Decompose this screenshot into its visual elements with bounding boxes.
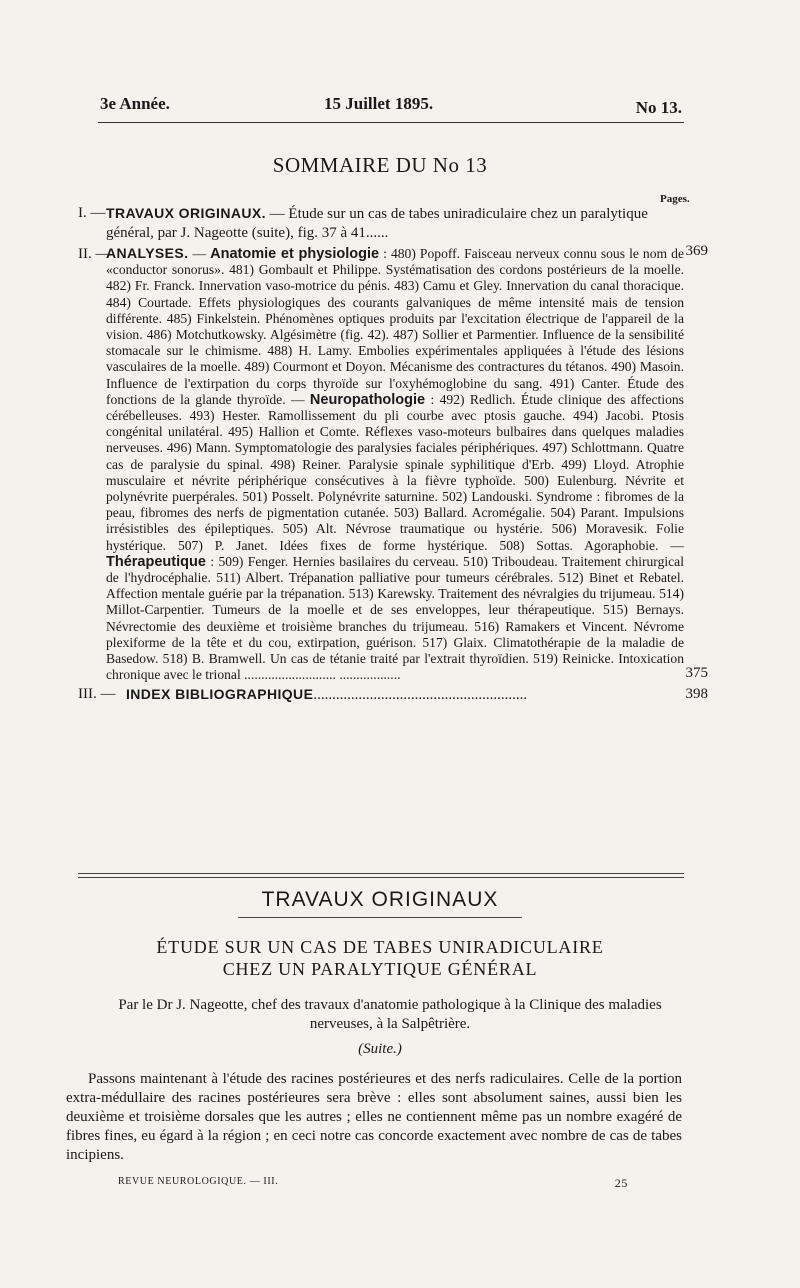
analyses-part-3: : 509) Fenger. Hernies basilaires du cerveau. 510) Triboudeau. Traitement chirurgical de l'hydrocéphalie. 511) Albert. Trépanation palliative pour tumeurs cérébrales. 512) Binet et Rebatel. Affection mentale guérie par la trépanation. 513) Karewsky. Traitement des névralgies du trijumeau. 514) Millot-Carpentier. Tumeurs de la moelle et de ses enveloppes, leur thérapeutique. 515) Bernays. Névrectomie des deuxième et troisième branches du trijumeau. 516) Ramakers et Vincent. Névrome plexiforme de la tête et du cou, extirpation, guérison. 517) Glaix. Climatothérapie de la maladie de Basedow. 518) B. Bramwell. Un cas de tétanie traité par l'extrait thyroïdien. 519) Reinicke. Intoxication chronique avec le trional [106,553,684,683]
section-divider [78,873,684,874]
toc-page-number: 398 [685,686,708,703]
toc-entry-text: — Étude sur un cas de tabes uniradiculaire chez un paralytique général, par J. Nageotte (suite), fig. 37 à 41...... [106,206,648,241]
analyses-part-2: : 492) Redlich. Étude clinique des affections cérébelleuses. 493) Hester. Ramollissement du pli courbe avec ptosis gauche. 494) Jacobi. Ptosis congénital unilatéral. 495) Hallion et Comte. Réflexes vaso-moteurs bulbaires dans quelques maladies nerveuses. 496) Mann. Symptomatologie des paralysies faciales périphériques. 497) Schlottmann. Quatre cas de paralysie du spinal. 498) Reiner. Paralysie spinale syphilitique d'Erb. 499) Lloyd. Atrophie musculaire et névrite périphérique consécutives à la fièvre typhoïde. 500) Eulenburg. Névrite et polynévrite puerpérales. 501) Posselt. Polynévrite saturnine. 502) Landouski. Syndrome : fibromes de la peau, fibromes des nerfs de pigmentation cutanée. 503) Ballard. Acromégalie. 504) Parant. Impulsions irrésistibles des épileptiques. 505) Alt. Névrose traumatique ou hystérie. 506) Moravesik. Folie hystérique. 507) P. Janet. Idées fixes de forme hystérique. 508) Sottas. Agoraphobie. — [106,391,684,553]
running-header [100,94,682,122]
toc-heading: ANALYSES. [106,245,189,261]
journal-name: REVUE NEUROLOGIQUE. — III. [118,1176,279,1187]
continuation-note: (Suite.) [358,1041,402,1057]
issue-number: No 13. [635,98,682,117]
header-rule [98,122,684,123]
sommaire-title: SOMMAIRE DU No 13 [272,153,488,177]
article-title-line: CHEZ UN PARALYTIQUE GÉNÉRAL [222,959,538,979]
subheading-anatomie: Anatomie et physiologie [210,246,380,262]
section-title-rule [238,917,522,918]
leader-dots: ......................................................... [313,687,528,704]
page-number: 25 [614,1176,628,1190]
subheading-neuropathologie: Neuropathologie [309,391,426,408]
toc-entry-number: II. — [78,246,111,262]
analyses-part-1: : 480) Popoff. Faisceau nerveux connu sous le nom de «conductor sonorus». 481) Gombault et Philippe. Systématisation des cordons postérieurs de la moelle. 482) Fr. Franck. Innervation vaso-motrice du pénis. 483) Camu et Gley. Innervation du canal thoracique. 484) Courtade. Effets physiologiques des courants galvaniques de même intensité mais de tension différente. 485) Finkelstein. Phénomènes optiques produits par l'excitation électrique de l'appareil de la vision. 486) Motchutkowsky. Algésimètre (fig. 42). 487) Sollier et Parmentier. Influence de la sensibilité stomacale sur le chimisme. 488) H. Lamy. Embolies expérimentales appliquées à l'étude des lésions vasculaires de la moelle. 489) Courmont et Doyon. Mécanisme des contractures du tétanos. 490) Masoin. Influence de l'extirpation du corps thyroïde sur l'oxyhémoglobine du sang. 491) Canter. Étude des fonctions de la glande thyroïde. — [106,246,684,407]
article-byline: Par le Dr J. Nageotte, chef des travaux d'anatomie pathologique à la Clinique des maladies nerveuses, à la Salpêtrière. [118,997,662,1032]
article-title [0,936,760,980]
toc-page-number: 369 [685,243,708,259]
edition-year: 3e Année. [100,94,170,113]
toc-entry-number: III. — [78,686,116,703]
toc-page-number: 375 [685,665,708,682]
toc-heading: INDEX BIBLIOGRAPHIQUE [126,686,314,703]
issue-date: 15 Juillet 1895. [324,94,434,113]
section-title: TRAVAUX ORIGINAUX [261,888,499,911]
leader-dots: ........................... .................. [244,667,401,683]
toc-entry-index [78,685,708,705]
toc-entry-number: I. — [78,205,106,221]
body-paragraph: Passons maintenant à l'étude des racines postérieures et des nerfs radiculaires. Celle de la portion extra-médullaire des racines postérieures sera brève : elles sont absolument saines, aussi bien les deuxième et troisième dorsales que les autres ; elles ne contiennent même pas un nombre exagéré de fibres fines, eu égard à la région ; en ceci notre cas concorde exactement avec nombre de cas de tabes incipiens. [66,1071,682,1163]
pages-column-label: Pages. [660,193,690,205]
article-title-line: ÉTUDE SUR UN CAS DE TABES UNIRADICULAIRE [156,937,604,957]
table-of-contents [78,200,708,705]
page-footer [118,1176,628,1190]
section-divider [78,877,684,878]
toc-heading: TRAVAUX ORIGINAUX. [106,205,266,221]
subheading-therapeutique: Thérapeutique [106,553,206,570]
analyses-text-block: ANALYSES. — Anatomie et physiologie : 480) Popoff. Faisceau nerveux connu sous le nom de «conductor sonorus». 481) Gombault et Philippe. Systématisation des cordons postérieurs de la moelle. 482) Fr. Franck. Innervation vaso-motrice du pénis. 483) Camu et Gley. Innervation du canal thoracique. 484) Courtade. Effets physiologiques des courants galvaniques de même intensité mais de tension différente. 485) Finkelstein. Phénomènes optiques produits par l'excitation électrique de l'appareil de la vision. 486) Motchutkowsky. Algésimètre (fig. 42). 487) Sollier et Parmentier. Influence de la sensibilité stomacale sur le chimisme. 488) H. Lamy. Embolies expérimentales appliquées à l'étude des lésions vasculaires de la moelle. 489) Courmont et Doyon. Mécanisme des contractures du tétanos. 490) Masoin. Influence de l'extirpation du corps thyroïde sur l'oxyhémoglobine du sang. 491) Canter. Étude des fonctions de la glande thyroïde. — Neuropathologie : 492) Redlich. Étude clinique des affections cérébelleuses. 493) Hester. Ramollissement du pli courbe avec ptosis gauche. 494) Jacobi. Ptosis congénital unilatéral. 495) Hallion et Comte. Réflexes vaso-moteurs bulbaires dans quelques maladies nerveuses. 496) Mann. Symptomatologie des paralysies faciales périphériques. 497) Schlottmann. Quatre cas de paralysie du spinal. 498) Reiner. Paralysie spinale syphilitique d'Erb. 499) Lloyd. Atrophie musculaire et névrite périphérique consécutives à la fièvre typhoïde. 500) Eulenburg. Névrite et polynévrite puerpérales. 501) Posselt. Polynévrite saturnine. 502) Landouski. Syndrome : fibromes de la peau, fibromes des nerfs de pigmentation cutanée. 503) Ballard. Acromégalie. 504) Parant. Impulsions irrésistibles des épileptiques. 505) Alt. Névrose traumatique ou hystérie. 506) Moravesik. Folie hystérique. 507) P. Janet. Idées fixes de forme hystérique. 508) Sottas. Agoraphobie. — Thérapeutique : 509) Fenger. Hernies basilaires du cerveau. 510) Triboudeau. Traitement chirurgical de l'hydrocéphalie. 511) Albert. Trépanation palliative pour tumeurs cérébrales. 512) Binet et Rebatel. Affection mentale guérie par la trépanation. 513) Karewsky. Traitement des névralgies du trijumeau. 514) Millot-Carpentier. Tumeurs de la moelle et de ses enveloppes, leur thérapeutique. 515) Bernays. Névrectomie des deuxième et troisième branches du trijumeau. 516) Ramakers et Vincent. Névrome plexiforme de la tête et du cou, extirpation, guérison. 517) Glaix. Climatothérapie de la maladie de Basedow. 518) B. Bramwell. Un cas de tétanie traité par l'extrait thyroïdien. 519) Reinicke. Intoxication chronique avec le trional ........................... .................. [106,245,684,683]
